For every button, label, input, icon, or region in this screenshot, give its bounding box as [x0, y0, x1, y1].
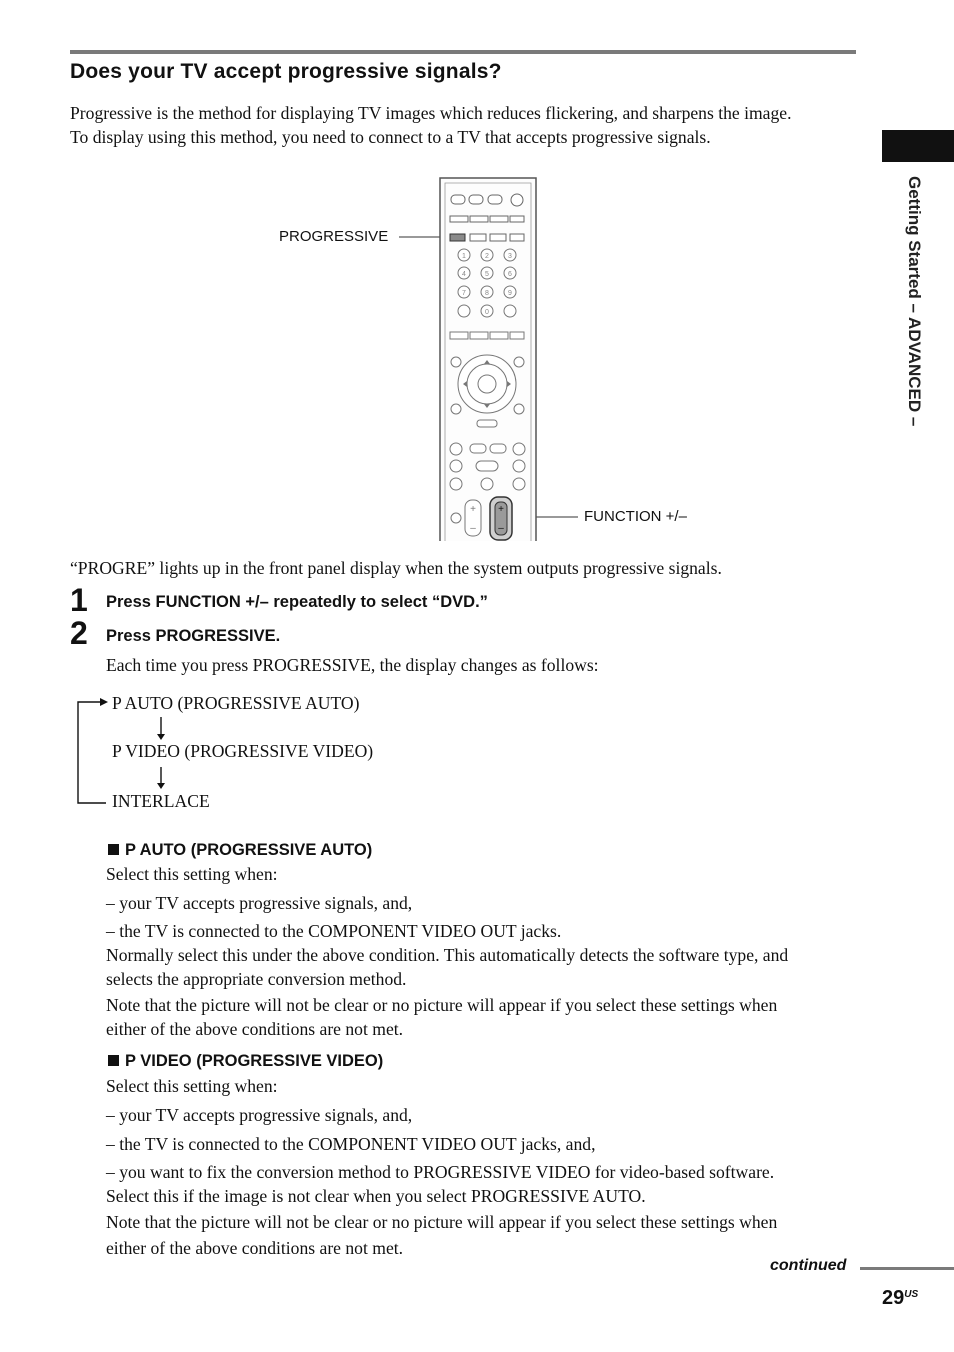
svg-text:9: 9	[508, 290, 512, 297]
svg-text:4: 4	[462, 271, 466, 278]
section-heading: Does your TV accept progressive signals?	[70, 60, 502, 83]
progressive-callout-label: PROGRESSIVE	[279, 228, 389, 245]
auto-select-when: Select this setting when:	[106, 864, 278, 884]
video-note-line-2: either of the above conditions are not met.	[106, 1238, 404, 1258]
step-2-number: 2	[70, 615, 88, 651]
svg-text:0: 0	[485, 309, 489, 316]
intro-line-2: To display using this method, you need to connect to a TV that accepts progressive signals.	[70, 127, 711, 147]
intro-line-1: Progressive is the method for displaying TV images which reduces flickering, and sharpens the image.	[70, 103, 792, 123]
rocker-minus-glyph: –	[498, 523, 504, 534]
continued-label: continued	[770, 1257, 847, 1274]
svg-text:6: 6	[508, 271, 512, 278]
auto-bullet-2: – the TV is connected to the COMPONENT VIDEO OUT jacks.	[106, 921, 562, 941]
step-2-text: Press PROGRESSIVE.	[106, 627, 281, 645]
video-select-when: Select this setting when:	[106, 1076, 278, 1096]
svg-text:–: –	[470, 523, 476, 534]
step-1-number: 1	[70, 582, 88, 618]
svg-text:3: 3	[508, 253, 512, 260]
cycle-item-interlace: INTERLACE	[112, 791, 210, 811]
video-bullet-1: – your TV accepts progressive signals, and,	[106, 1105, 413, 1125]
sidebar-chapter-label: Getting Started – ADVANCED –	[905, 176, 924, 427]
function-callout-label: FUNCTION +/–	[584, 508, 687, 525]
auto-normal-line-1: Normally select this under the above condition. This automatically detects the software type, and	[106, 945, 789, 965]
auto-note-line-1: Note that the picture will not be clear or no picture will appear if you select these settings when	[106, 995, 778, 1015]
footer-rule	[860, 1267, 954, 1270]
auto-bullet-1: – your TV accepts progressive signals, and,	[106, 893, 413, 913]
auto-section-title: P AUTO (PROGRESSIVE AUTO)	[108, 841, 372, 860]
auto-normal-line-2: selects the appropriate conversion method.	[106, 969, 407, 989]
progre-note: “PROGRE” lights up in the front panel display when the system outputs progressive signals.	[70, 558, 722, 578]
page-number-suffix: US	[904, 1289, 919, 1300]
svg-text:5: 5	[485, 271, 489, 278]
square-bullet-icon	[108, 1055, 119, 1066]
square-bullet-icon	[108, 844, 119, 855]
rocker-plus-glyph: +	[498, 504, 504, 515]
svg-text:+: +	[470, 504, 476, 515]
video-section-title: P VIDEO (PROGRESSIVE VIDEO)	[108, 1052, 383, 1071]
cycle-item-auto: P AUTO (PROGRESSIVE AUTO)	[112, 693, 360, 713]
auto-note-line-2: either of the above conditions are not met.	[106, 1019, 404, 1039]
video-bullet-2: – the TV is connected to the COMPONENT VIDEO OUT jacks, and,	[106, 1134, 596, 1154]
video-select-if: Select this if the image is not clear when you select PROGRESSIVE AUTO.	[106, 1186, 646, 1206]
video-bullet-3: – you want to fix the conversion method to PROGRESSIVE VIDEO for video-based software.	[106, 1162, 775, 1182]
svg-text:7: 7	[462, 290, 466, 297]
step-1-text: Press FUNCTION +/– repeatedly to select “DVD.”	[106, 593, 488, 611]
remote-illustration	[0, 0, 954, 560]
page-number: $29^{US}$	[882, 1287, 919, 1309]
svg-text:2: 2	[485, 253, 489, 260]
progressive-button	[450, 234, 465, 241]
svg-text:8: 8	[485, 290, 489, 297]
video-note-line-1: Note that the picture will not be clear or no picture will appear if you select these settings when	[106, 1212, 778, 1232]
step-2-description: Each time you press PROGRESSIVE, the display changes as follows:	[106, 655, 599, 675]
svg-text:1: 1	[462, 253, 466, 260]
cycle-item-video: P VIDEO (PROGRESSIVE VIDEO)	[112, 741, 374, 761]
